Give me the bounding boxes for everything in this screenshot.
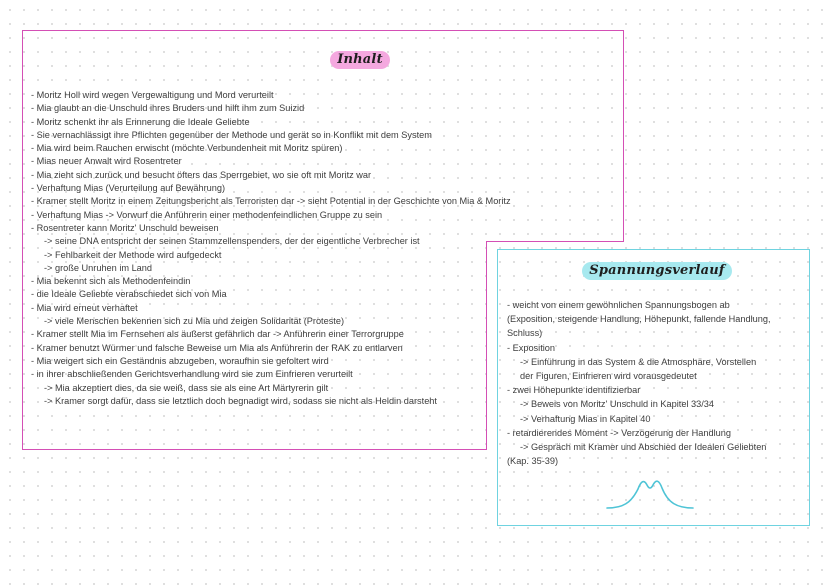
inhalt-line: - Mia bekennt sich als Methodenfeindin (31, 276, 191, 287)
inhalt-line: - Mias neuer Anwalt wird Rosentreter (31, 156, 182, 167)
spannungsverlauf-line: - retardierendes Moment -> Verzögerung der Handlung (507, 427, 731, 438)
tension-curve-line (607, 481, 693, 508)
inhalt-line: - Mia weigert sich ein Geständnis abzugeben, woraufhin sie gefoltert wird (31, 355, 329, 366)
spannungsverlauf-line: der Figuren, Einfrieren wird vorausgedeutet (520, 371, 697, 382)
inhalt-line: -> Kramer sorgt dafür, dass sie letztlich doch begnadigt wird, sodass sie nicht als Heldin darsteht (44, 395, 437, 406)
inhalt-line: - Mia wird erneut verhaftet (31, 302, 138, 313)
inhalt-line: - Kramer stellt Moritz in einem Zeitungsbericht als Terroristen dar -> sieht Potential in der Geschichte von Mia & Moritz (31, 196, 511, 207)
inhalt-line: - Kramer benutzt Würmer und falsche Beweise um Mia als Anführerin der RAK zu entlarven (31, 342, 403, 353)
inhalt-title-wrap (300, 50, 420, 69)
spannungsverlauf-line: (Exposition, steigende Handlung, Höhepunkt, fallende Handlung, (507, 314, 771, 325)
inhalt-line: -> Fehlbarkeit der Methode wird aufgedeckt (44, 249, 222, 260)
spannungsverlauf-line: -> Einführung in das System & die Atmosphäre, Vorstellen (520, 356, 757, 367)
inhalt-line: - Moritz schenkt ihr als Erinnerung die Ideale Geliebte (31, 116, 250, 127)
inhalt-line: - Mia glaubt an die Unschuld ihres Bruders und hilft ihm zum Suizid (31, 103, 305, 114)
spannungsverlauf-line: -> Verhaftung Mias in Kapitel 40 (520, 413, 651, 424)
tension-curve-sketch (605, 475, 695, 511)
inhalt-line: - Mia zieht sich zurück und besucht öfters das Sperrgebiet, wo sie oft mit Moritz war (31, 169, 372, 180)
inhalt-line: - Verhaftung Mias (Verurteilung auf Bewährung) (31, 183, 226, 194)
inhalt-line: -> große Unruhen im Land (44, 262, 153, 273)
spannungsverlauf-line: - Exposition (507, 342, 556, 353)
inhalt-list (31, 89, 511, 408)
inhalt-line: -> seine DNA entspricht der seinen Stammzellenspenders, der der eigentliche Verbrecher ist (44, 236, 420, 247)
spannungsverlauf-line: (Kap. 35-39) (507, 456, 559, 467)
spannungsverlauf-title: Spannungsverlauf (582, 262, 731, 280)
inhalt-line: - Moritz Holl wird wegen Vergewaltigung und Mord verurteilt (31, 90, 274, 100)
spannungsverlauf-line: - weicht von einem gewöhnlichen Spannungsbogen ab (507, 300, 730, 310)
inhalt-line: -> Mia akzeptiert dies, da sie weiß, dass sie als eine Art Märtyrerin gilt (44, 382, 329, 393)
spannungsverlauf-line: -> Gespräch mit Kramer und Abschied der Idealen Geliebten (520, 442, 767, 453)
spannungsverlauf-title-wrap (567, 261, 747, 280)
inhalt-line: - die Ideale Geliebte verabschiedet sich von Mia (31, 289, 227, 300)
inhalt-title: Inhalt (330, 51, 390, 69)
spannungsverlauf-line: -> Beweis von Moritz' Unschuld in Kapitel 33/34 (520, 399, 715, 410)
inhalt-line: - Kramer stellt Mia im Fernsehen als äußerst gefährlich dar -> Anführerin einer Terrorgruppe (31, 329, 404, 340)
inhalt-line: -> viele Menschen bekennen sich zu Mia und zeigen Solidarität (Proteste) (44, 316, 345, 327)
inhalt-line: - Sie vernachlässigt ihre Pflichten gegenüber der Methode und gerät so in Konflikt mit dem System (31, 129, 432, 140)
inhalt-line: - Verhaftung Mias -> Vorwurf die Anführerin einer methodenfeindlichen Gruppe zu sein (31, 209, 383, 220)
spannungsverlauf-line: Schluss) (507, 328, 543, 339)
spannungsverlauf-line: - zwei Höhepunkte identifizierbar (507, 385, 641, 396)
spannungsverlauf-list (507, 298, 771, 468)
inhalt-line: - Rosentreter kann Moritz' Unschuld beweisen (31, 222, 219, 233)
inhalt-line: - in ihrer abschließenden Gerichtsverhandlung wird sie zum Einfrieren verurteilt (31, 369, 353, 380)
inhalt-line: - Mia wird beim Rauchen erwischt (möchte Verbundenheit mit Moritz spüren) (31, 143, 343, 154)
